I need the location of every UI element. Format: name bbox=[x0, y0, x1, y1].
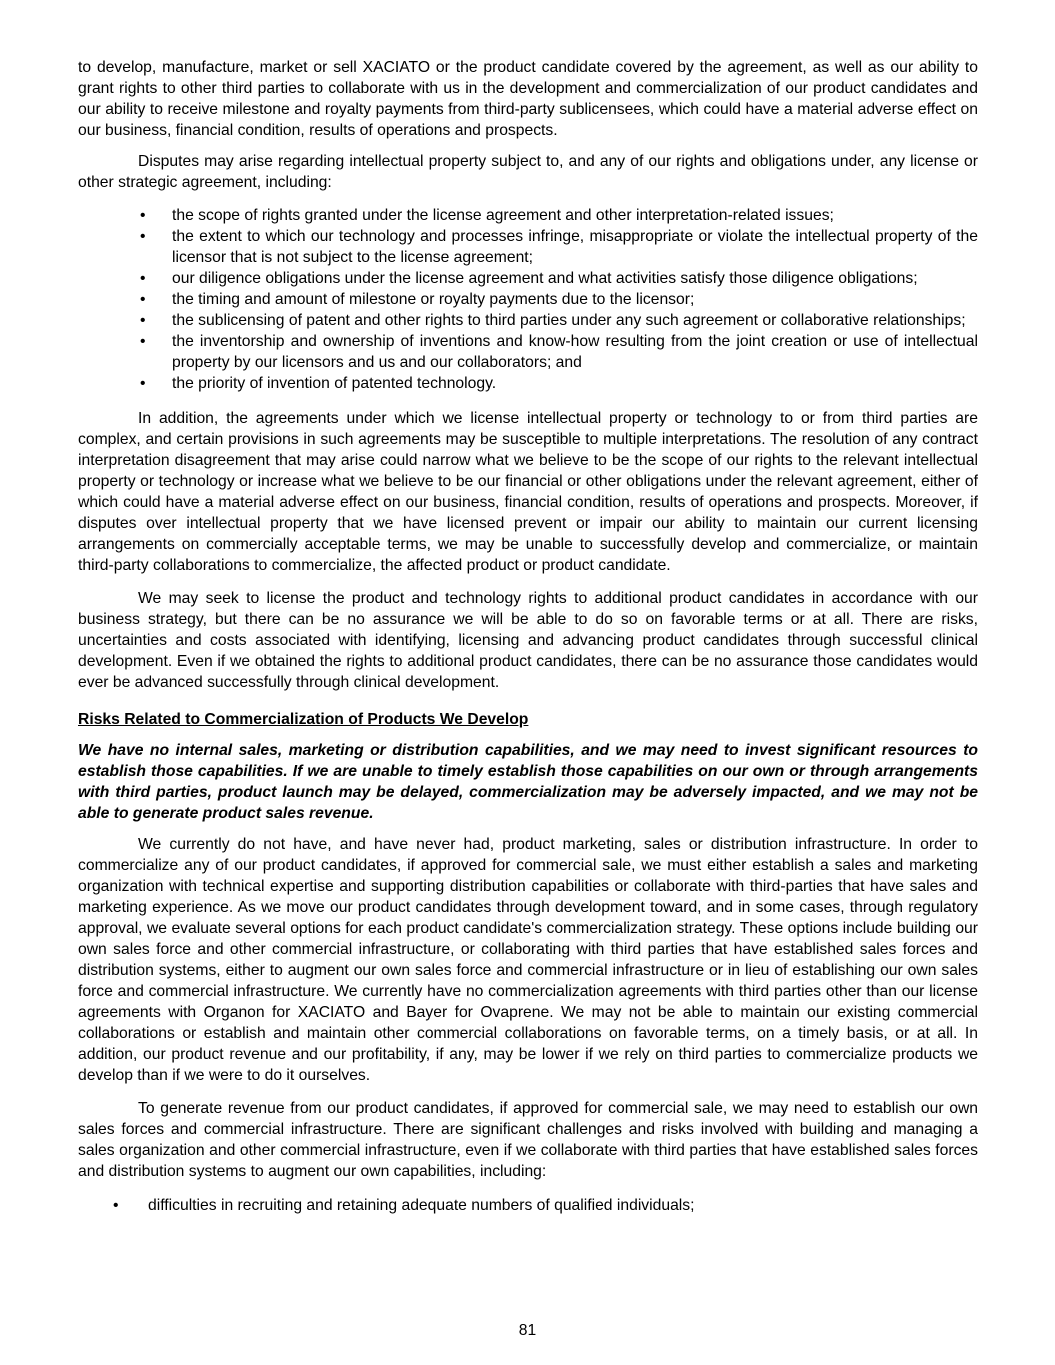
list-item bbox=[140, 373, 978, 394]
paragraph-we-currently: We currently do not have, and have never had, product marketing, sales or distribution infrastructure. In order to commercialize any of our product candidates, if approved for commercial sale, we must either establish a sales and marketing organization with technical expertise and supporting distribution capabilities or collaborate with third-parties that have sales and marketing experience. As we move our product candidates through development toward, and in some cases, through regulatory approval, we evaluate several options for each product candidate's commercialization strategy. These options include building our own sales force and other commercial infrastructure, or collaborating with third parties that have established sales forces and distribution systems, either to augment our own sales force and commercial infrastructure or in lieu of establishing our own sales force and commercial infrastructure. We currently have no commercialization agreements with third parties other than our license agreements with Organon for XACIATO and Bayer for Ovaprene. We may not be able to maintain our existing commercial collaborations or establish and maintain other commercial collaborations on favorable terms, on a timely basis, or at all. In addition, our product revenue and our profitability, if any, may be lower if we rely on third parties to commercialize products we develop than if we were to do it ourselves. bbox=[78, 836, 978, 1084]
bullet-icon: • bbox=[113, 1197, 119, 1214]
paragraph-we-may-seek: We may seek to license the product and technology rights to additional product candidates in accordance with our business strategy, but there can be no assurance we will be able to do so on favorable terms or at all. There are risks, uncertainties and costs associated with identifying, licensing and advancing product candidates through successful clinical development. Even if we obtained the rights to additional product candidates, there can be no assurance those candidates would ever be advanced successfully through clinical development. bbox=[78, 590, 978, 691]
bullet-icon: • bbox=[140, 333, 146, 350]
bullet-icon: • bbox=[140, 207, 146, 224]
list-item-text: the timing and amount of milestone or royalty payments due to the licensor; bbox=[172, 291, 695, 308]
bullet-icon: • bbox=[140, 270, 146, 287]
list-item bbox=[140, 226, 978, 268]
bullet-icon: • bbox=[140, 312, 146, 329]
paragraph-continuation: to develop, manufacture, market or sell XACIATO or the product candidate covered by the agreement, as well as our ability to grant rights to other third parties to collaborate with us in the development and commercialization of our product candidates and our ability to receive milestone and royalty payments from third-party sublicensees, which could have a material adverse effect on our business, financial condition, results of operations and prospects. bbox=[78, 59, 978, 139]
list-item bbox=[140, 310, 978, 331]
paragraph-to-generate: To generate revenue from our product candidates, if approved for commercial sale, we may need to establish our own sales forces and commercial infrastructure. There are significant challenges and risks involved with building and managing a sales organization and other commercial infrastructure, even if we collaborate with third parties that have established sales forces and distribution systems to augment our own capabilities, including: bbox=[78, 1100, 978, 1180]
list-item-text: the extent to which our technology and processes infringe, misappropriate or violate the intellectual property of the licensor that is not subject to the license agreement; bbox=[172, 228, 978, 266]
list-item-text: the sublicensing of patent and other rights to third parties under any such agreement or collaborative relationships; bbox=[172, 312, 966, 329]
list-item-text: our diligence obligations under the license agreement and what activities satisfy those diligence obligations; bbox=[172, 270, 918, 287]
list-item bbox=[113, 1195, 978, 1216]
list-item bbox=[140, 331, 978, 373]
bullet-icon: • bbox=[140, 228, 146, 245]
list-item bbox=[140, 289, 978, 310]
dispute-bullet-list bbox=[78, 205, 978, 394]
bullet-icon: • bbox=[140, 375, 146, 392]
commercialization-bullet-list bbox=[78, 1195, 978, 1216]
section-heading-risks-commercialization: Risks Related to Commercialization of Products We Develop bbox=[78, 711, 529, 728]
list-item bbox=[140, 205, 978, 226]
page-number: 81 bbox=[518, 1322, 537, 1339]
bullet-icon: • bbox=[140, 291, 146, 308]
list-item bbox=[140, 268, 978, 289]
list-item-text: difficulties in recruiting and retaining adequate numbers of qualified individuals; bbox=[148, 1197, 695, 1214]
risk-factor-lead-in: We have no internal sales, marketing or distribution capabilities, and we may need to invest significant resources to establish those capabilities. If we are unable to timely establish those capabilities on our own or through arrangements with third parties, product launch may be delayed, commercialization may be adversely impacted, and we may not be able to generate product sales revenue. bbox=[78, 742, 978, 822]
paragraph-in-addition: In addition, the agreements under which we license intellectual property or technology to or from third parties are complex, and certain provisions in such agreements may be susceptible to multiple interpretations. The resolution of any contract interpretation disagreement that may arise could narrow what we believe to be the scope of our rights to the relevant intellectual property or technology or increase what we believe to be our financial or other obligations under the relevant agreement, either of which could have a material adverse effect on our business, financial condition, results of operations and prospects. Moreover, if disputes over intellectual property that we have licensed prevent or impair our ability to maintain our current licensing arrangements on commercially acceptable terms, we may be unable to successfully develop and commercialize, or maintain third-party collaborations to commercialize, the affected product or product candidate. bbox=[78, 410, 978, 574]
list-item-text: the priority of invention of patented technology. bbox=[172, 375, 497, 392]
list-item-text: the inventorship and ownership of inventions and know-how resulting from the joint creation or use of intellectual property by our licensors and us and our collaborators; and bbox=[172, 333, 978, 371]
list-item-text: the scope of rights granted under the license agreement and other interpretation-related issues; bbox=[172, 207, 834, 224]
paragraph-disputes: Disputes may arise regarding intellectual property subject to, and any of our rights and obligations under, any license or other strategic agreement, including: bbox=[78, 153, 978, 191]
